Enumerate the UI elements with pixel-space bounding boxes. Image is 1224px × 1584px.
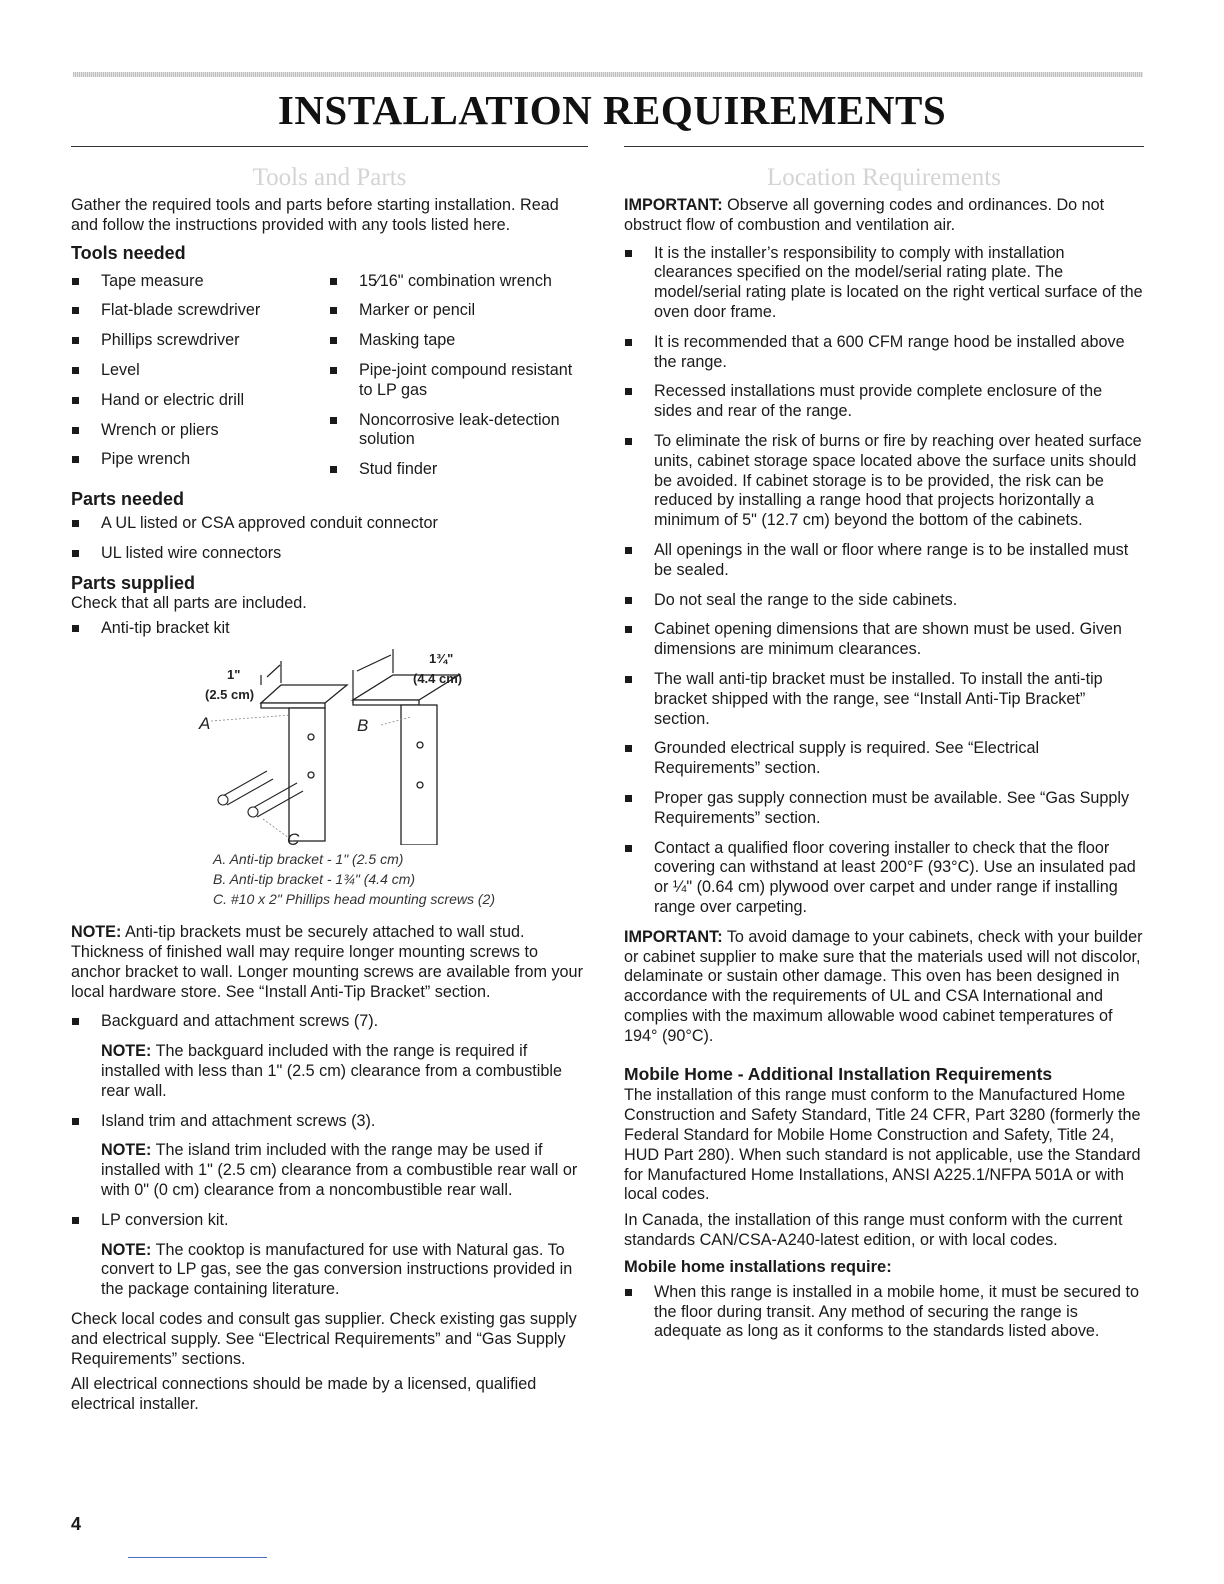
list-item: Wrench or pliers	[71, 421, 329, 441]
list-item: Grounded electrical supply is required. See “Electrical Requirements” section.	[624, 739, 1144, 779]
right-column	[624, 146, 1144, 1352]
tools-and-parts-heading: Tools and Parts	[252, 164, 407, 191]
list-item: Hand or electric drill	[71, 391, 329, 411]
bracket-a-hole	[308, 734, 314, 740]
note-text: The island trim included with the range may be used if installed with 1" (2.5 cm) clearance from a combustible rear wall or with 0" (0 cm) clearance from a noncombustible rear wall.	[101, 1141, 578, 1199]
top-decorative-rule	[73, 72, 1143, 77]
caption-line: C. #10 x 2" Phillips head mounting screws (2)	[213, 891, 495, 908]
para-electrical: All electrical connections should be made by a licensed, qualified electrical installer.	[71, 1375, 537, 1414]
note-text: The backguard included with the range is required if installed with less than 1" (2.5 cm) clearance from a combustible rear wall.	[101, 1042, 562, 1100]
bracket-a-top	[261, 685, 347, 703]
important-label: IMPORTANT:	[624, 196, 723, 214]
location-bullets	[624, 244, 1144, 918]
list-item: Masking tape	[329, 331, 588, 351]
list-item: It is the installer’s responsibility to comply with installation clearances specified on the model/serial rating plate. The model/serial rating plate is located on the right vertical surface of the oven door frame.	[624, 244, 1144, 323]
list-item: Island trim and attachment screws (3).	[71, 1112, 588, 1132]
list-item: UL listed wire connectors	[71, 544, 588, 564]
tools-needed-heading: Tools needed	[71, 242, 186, 263]
mobile-para-1: The installation of this range must conform to the Manufactured Home Construction and Safety Standard, Title 24 CFR, Part 3280 (formerly the Federal Standard for Mobile Home Construction and Safety, Title 24, HUD Part 280). When such standard is not applicable, use the Standard for Manufactured Home Installations, ANSI A225.1/NFPA 501A or with local codes.	[624, 1086, 1141, 1204]
supplied-items	[71, 1211, 588, 1231]
dim-b-cm: (4.4 cm)	[413, 671, 463, 687]
list-item: Flat-blade screwdriver	[71, 301, 329, 321]
tools-list-col2	[329, 272, 588, 490]
tools-list	[71, 272, 588, 490]
list-item: It is recommended that a 600 CFM range hood be installed above the range.	[624, 333, 1144, 373]
bracket-b-hole	[417, 782, 423, 788]
important-codes	[624, 196, 1144, 236]
list-item: To eliminate the risk of burns or fire by reaching over heated surface units, cabinet storage space located above the surface units should be avoided. If cabinet storage is to be provided, the risk can be reduced by installing a range hood that projects horizontally a minimum of 5" (12.7 cm) beyond the bottom of the cabinets.	[624, 432, 1144, 531]
important-cabinets	[624, 928, 1144, 1047]
bracket-a-lip	[261, 703, 325, 708]
mobile-para-2: In Canada, the installation of this range must conform with the current standards CAN/CSA-A240-latest edition, or with local codes.	[624, 1211, 1123, 1250]
dim-b-inches: 1¾"	[429, 651, 454, 667]
note-text: The cooktop is manufactured for use with Natural gas. To convert to LP gas, see the gas conversion instructions provided in the package containing literature.	[101, 1240, 573, 1299]
left-column	[71, 146, 588, 1421]
list-item: Anti-tip bracket kit	[71, 619, 588, 639]
list-item: Proper gas supply connection must be available. See “Gas Supply Requirements” section.	[624, 789, 1144, 829]
list-item: Phillips screwdriver	[71, 331, 329, 351]
left-column-rule	[71, 146, 588, 147]
label-c: C	[287, 830, 300, 846]
anti-tip-bracket-diagram	[71, 645, 588, 845]
list-item: Noncorrosive leak-detection solution	[329, 411, 588, 451]
list-item: Cabinet opening dimensions that are shown must be used. Given dimensions are minimum clearances.	[624, 620, 1144, 660]
list-item: When this range is installed in a mobile home, it must be secured to the floor during transit. Any method of securing the range is adequate as long as it conforms to the standards listed above.	[624, 1283, 1144, 1342]
location-requirements-heading: Location Requirements	[767, 164, 1001, 191]
list-item: Recessed installations must provide complete enclosure of the sides and rear of the range.	[624, 382, 1144, 422]
note-label: NOTE:	[101, 1141, 152, 1160]
bracket-b-lip	[353, 700, 419, 705]
list-item: Level	[71, 361, 329, 381]
note-label: NOTE:	[71, 923, 122, 942]
list-item: Marker or pencil	[329, 301, 588, 321]
mobile-require-heading: Mobile home installations require:	[624, 1257, 892, 1276]
important-text: To avoid damage to your cabinets, check with your builder or cabinet supplier to make sure that the materials used will not discolor, delaminate or sustain other damage. This oven has been designed in accordance with the requirements of UL and CSA International and complies with the maximum allowable wood cabinet temperatures of 194° (90°C).	[624, 927, 1143, 1045]
list-item: Stud finder	[329, 460, 588, 480]
important-label: IMPORTANT:	[624, 927, 723, 946]
footer-line	[128, 1557, 267, 1558]
caption-line: B. Anti-tip bracket - 1¾" (4.4 cm)	[213, 871, 416, 888]
list-item: 15⁄16" combination wrench	[329, 272, 588, 292]
para-check-codes: Check local codes and consult gas supplier. Check existing gas supply and electrical supply. See “Electrical Requirements” and “Gas Supply Requirements” sections.	[71, 1309, 577, 1368]
parts-supplied-heading: Parts supplied	[71, 572, 196, 593]
list-item: Tape measure	[71, 272, 329, 292]
page-title: INSTALLATION REQUIREMENTS	[277, 87, 947, 133]
parts-needed-list	[71, 514, 588, 564]
note-label: NOTE:	[101, 1042, 152, 1061]
list-item: Pipe wrench	[71, 450, 329, 470]
mobile-require-list	[624, 1283, 1144, 1342]
right-column-rule	[624, 146, 1144, 147]
anti-tip-bracket-figure	[71, 645, 588, 845]
list-item: All openings in the wall or floor where range is to be installed must be sealed.	[624, 541, 1144, 581]
supplied-items	[71, 1112, 588, 1132]
parts-needed-heading: Parts needed	[71, 488, 185, 509]
list-item: Do not seal the range to the side cabinets.	[624, 591, 1144, 611]
parts-supplied-intro: Check that all parts are included.	[71, 593, 307, 612]
caption-line: A. Anti-tip bracket - 1" (2.5 cm)	[213, 851, 404, 868]
note-text: Anti-tip brackets must be securely attached to wall stud. Thickness of finished wall may require longer mounting screws to anchor bracket to wall. Longer mounting screws are available from your local hardware store. See “Install Anti-Tip Bracket” section.	[71, 923, 583, 1001]
dim-a-inches: 1"	[227, 667, 241, 683]
list-item: Backguard and attachment screws (7).	[71, 1012, 588, 1032]
label-b: B	[357, 716, 369, 736]
note-lp	[71, 1241, 588, 1300]
bracket-b-hole	[417, 742, 423, 748]
note-island	[71, 1141, 588, 1200]
bracket-a-hole	[308, 772, 314, 778]
parts-supplied-list	[71, 619, 588, 639]
label-a: A	[199, 714, 211, 734]
list-item: The wall anti-tip bracket must be installed. To install the anti-tip bracket shipped with the range, see “Install Anti-Tip Bracket” section.	[624, 670, 1144, 729]
figure-caption	[213, 849, 588, 909]
supplied-items	[71, 1012, 588, 1032]
bracket-b-body	[401, 705, 437, 845]
important-text: Observe all governing codes and ordinances. Do not obstruct flow of combustion and ventilation air.	[624, 196, 1105, 234]
tools-intro: Gather the required tools and parts before starting installation. Read and follow the instructions provided with any tools listed here.	[71, 196, 559, 234]
list-item: Contact a qualified floor covering installer to check that the floor covering can withstand at least 200°F (93°C). Use an insulated pad or ¼" (0.64 cm) plywood over carpet and under range if installing range over carpeting.	[624, 839, 1144, 918]
list-item: A UL listed or CSA approved conduit connector	[71, 514, 588, 534]
list-item: LP conversion kit.	[71, 1211, 588, 1231]
tools-list-col1	[71, 272, 329, 490]
page-number: 4	[71, 1514, 82, 1534]
note-backguard	[71, 1042, 588, 1101]
bracket-a-body	[289, 708, 325, 841]
note-anti-tip	[71, 923, 588, 1002]
mobile-home-heading: Mobile Home - Additional Installation Requirements	[624, 1064, 1053, 1085]
list-item: Pipe-joint compound resistant to LP gas	[329, 361, 588, 401]
dim-a-cm: (2.5 cm)	[205, 687, 255, 703]
note-label: NOTE:	[101, 1240, 152, 1259]
